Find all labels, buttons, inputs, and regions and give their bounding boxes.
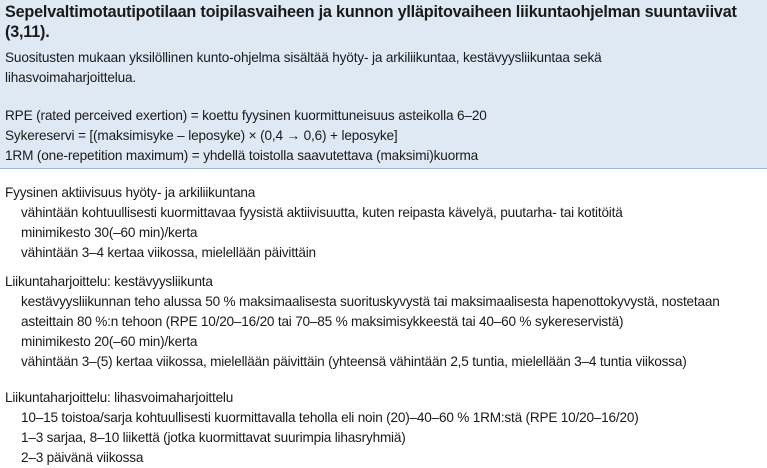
- definition-1rm: 1RM (one-repetition maximum) = yhdellä toistolla saavutettava (maksimi)kuorma: [5, 148, 479, 163]
- section-endurance-training: [5, 272, 765, 372]
- section-heading: Fyysinen aktiivisuus hyöty- ja arkiliikuntana: [5, 185, 256, 200]
- section-heading: Liikuntaharjoittelu: lihasvoimaharjoittelu: [5, 390, 234, 405]
- definitions-list: [5, 106, 745, 166]
- section-heading: Liikuntaharjoittelu: kestävyysliikunta: [5, 274, 213, 289]
- intro-line: Suositusten mukaan yksilöllinen kunto-ohjelma sisältää hyöty- ja arkiliikuntaa, kestävyysliikuntaa sekä: [5, 50, 602, 65]
- intro-line: lihasvoimaharjoittelua.: [5, 70, 137, 85]
- definition-rpe: RPE (rated perceived exertion) = koettu fyysinen kuormittuneisuus asteikolla 6–20: [5, 108, 487, 123]
- section-strength-training: [5, 388, 765, 468]
- section-item: kestävyysliikunnan teho alussa 50 % maksimaalisesta suorituskyvystä tai maksimaalisesta hapenottokyvystä, nostetaan asteittain 80 %:n tehoon (RPE 10/20–16/20 tai 70–85 % maksimisykkeestä tai 40–60 % sykereservistä): [21, 294, 720, 329]
- section-item: 2–3 päivänä viikossa: [21, 450, 144, 465]
- section-everyday-activity: [5, 183, 765, 263]
- summary-box: [0, 0, 767, 169]
- section-item: vähintään kohtuullisesti kuormittavaa fyysistä aktiivisuutta, kuten reipasta kävelyä, puutarha- tai kotitöitä: [21, 205, 623, 220]
- intro-paragraph: [5, 48, 705, 88]
- section-item: minimikesto 30(–60 min)/kerta: [21, 225, 198, 240]
- section-item: minimikesto 20(–60 min)/kerta: [21, 334, 198, 349]
- document-title: Sepelvaltimotautipotilaan toipilasvaiheen ja kunnon ylläpitovaiheen liikuntaohjelman suuntaviivat (3,11).: [5, 3, 737, 41]
- definition-sykereservi: Sykereservi = [(maksimisyke – leposyke) × (0,4 → 0,6) + leposyke]: [5, 128, 398, 143]
- section-item: 1–3 sarjaa, 8–10 liikettä (jotka kuormittavat suurimpia lihasryhmiä): [21, 430, 406, 445]
- section-item: 10–15 toistoa/sarja kohtuullisesti kuormittavalla teholla eli noin (20)–40–60 % 1RM:stä (RPE 10/20–16/20): [21, 410, 639, 425]
- section-item: vähintään 3–(5) kertaa viikossa, mielellään päivittäin (yhteensä vähintään 2,5 tuntia, mielellään 3–4 tuntia viikossa): [21, 354, 687, 369]
- section-item: vähintään 3–4 kertaa viikossa, mielellään päivittäin: [21, 245, 316, 260]
